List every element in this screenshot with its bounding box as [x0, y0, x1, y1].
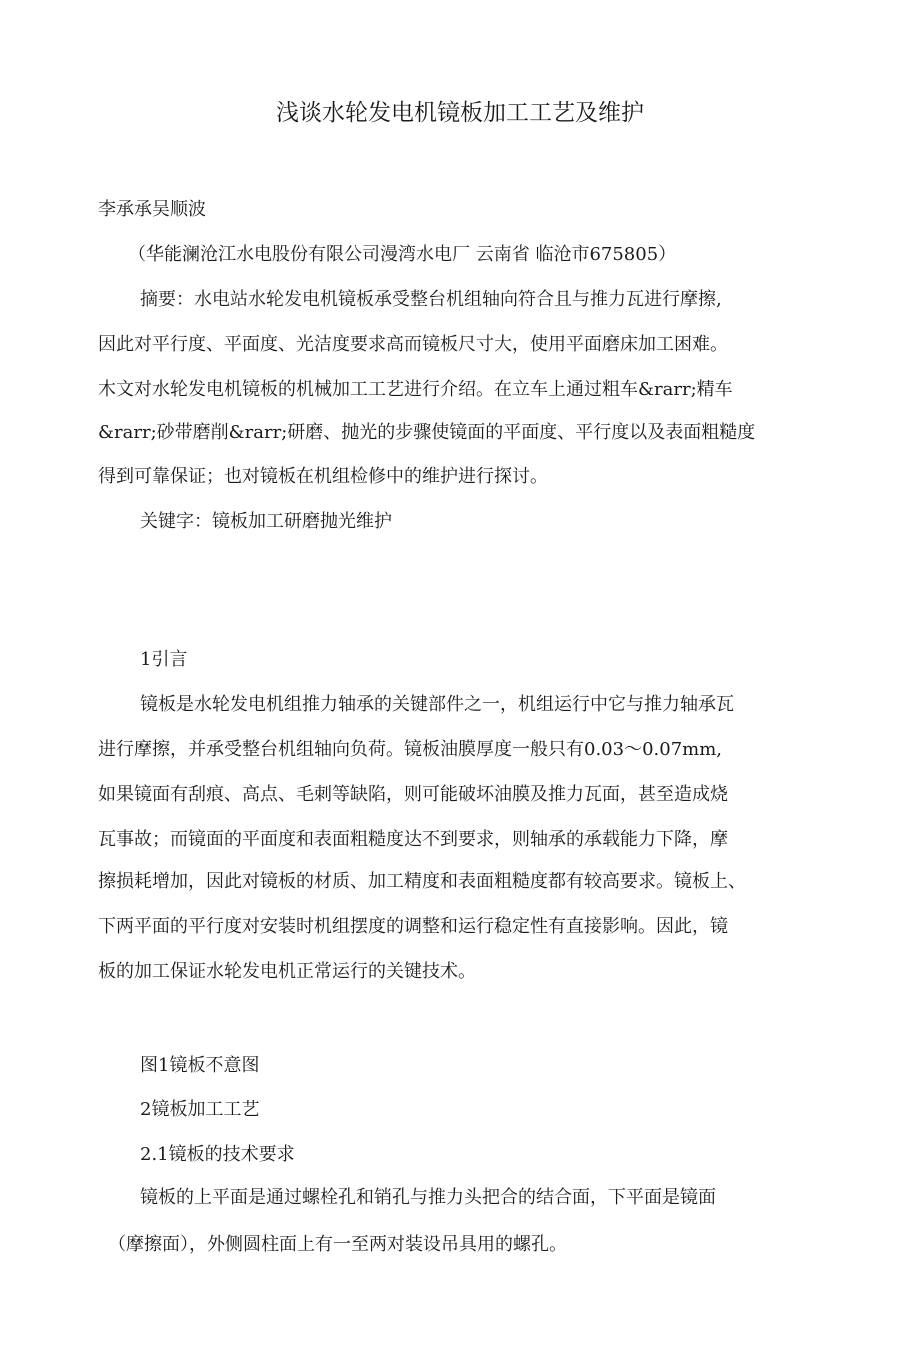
figure-caption: 图1镜板不意图	[140, 1055, 260, 1076]
body-line: 镜板的上平面是通过螺栓孔和销孔与推力头把合的结合面，下平面是镜面	[140, 1187, 716, 1208]
document-title: 浅谈水轮发电机镜板加工工艺及维护	[276, 100, 644, 126]
body-line: 下两平面的平行度对安装时机组摆度的调整和运行稳定性有直接影响。因此，镜	[98, 916, 728, 937]
body-line: 擦损耗增加，因此对镜板的材质、加工精度和表面粗糙度都有较高要求。镜板上、	[98, 871, 746, 892]
body-line: 进行摩擦，并承受整台机组轴向负荷。镜板油膜厚度一般只有0.03～0.07mm,	[98, 739, 723, 760]
abstract-line: 木文对水轮发电机镜板的机械加工工艺进行介绍。在立车上通过粗车&rarr;精车	[98, 379, 733, 400]
section-heading: 2镜板加工工艺	[140, 1099, 260, 1120]
authors: 李承承吴顺波	[98, 199, 206, 220]
affiliation: （华能澜沧江水电股份有限公司漫湾水电厂 云南省 临沧市675805）	[128, 244, 677, 265]
body-line: 镜板是水轮发电机组推力轴承的关键部件之一，机组运行中它与推力轴承瓦	[140, 694, 734, 715]
section-heading: 1引言	[140, 649, 188, 670]
body-line: （摩擦面），外侧圆柱面上有一至两对装设吊具用的螺孔。	[108, 1234, 567, 1255]
abstract-line: &rarr;砂带磨削&rarr;研磨、抛光的步骤使镜面的平面度、平行度以及表面粗糙度	[98, 422, 756, 443]
abstract-line: 因此对平行度、平面度、光洁度要求高而镜板尺寸大，使用平面磨床加工困难。	[98, 334, 728, 355]
body-line: 如果镜面有刮痕、高点、毛刺等缺陷，则可能破坏油膜及推力瓦面，甚至造成烧	[98, 784, 728, 805]
body-line: 瓦事故；而镜面的平面度和表面粗糙度达不到要求，则轴承的承载能力下降，摩	[98, 829, 728, 850]
subsection-heading: 2.1镜板的技术要求	[140, 1144, 295, 1165]
keywords: 关键字：镜板加工研磨抛光维护	[140, 511, 392, 532]
abstract-line: 得到可靠保证；也对镜板在机组检修中的维护进行探讨。	[98, 466, 548, 487]
body-line: 板的加工保证水轮发电机正常运行的关键技术。	[98, 961, 476, 982]
abstract-line: 摘要：水电站水轮发电机镜板承受整台机组轴向符合且与推力瓦进行摩擦,	[140, 289, 722, 310]
